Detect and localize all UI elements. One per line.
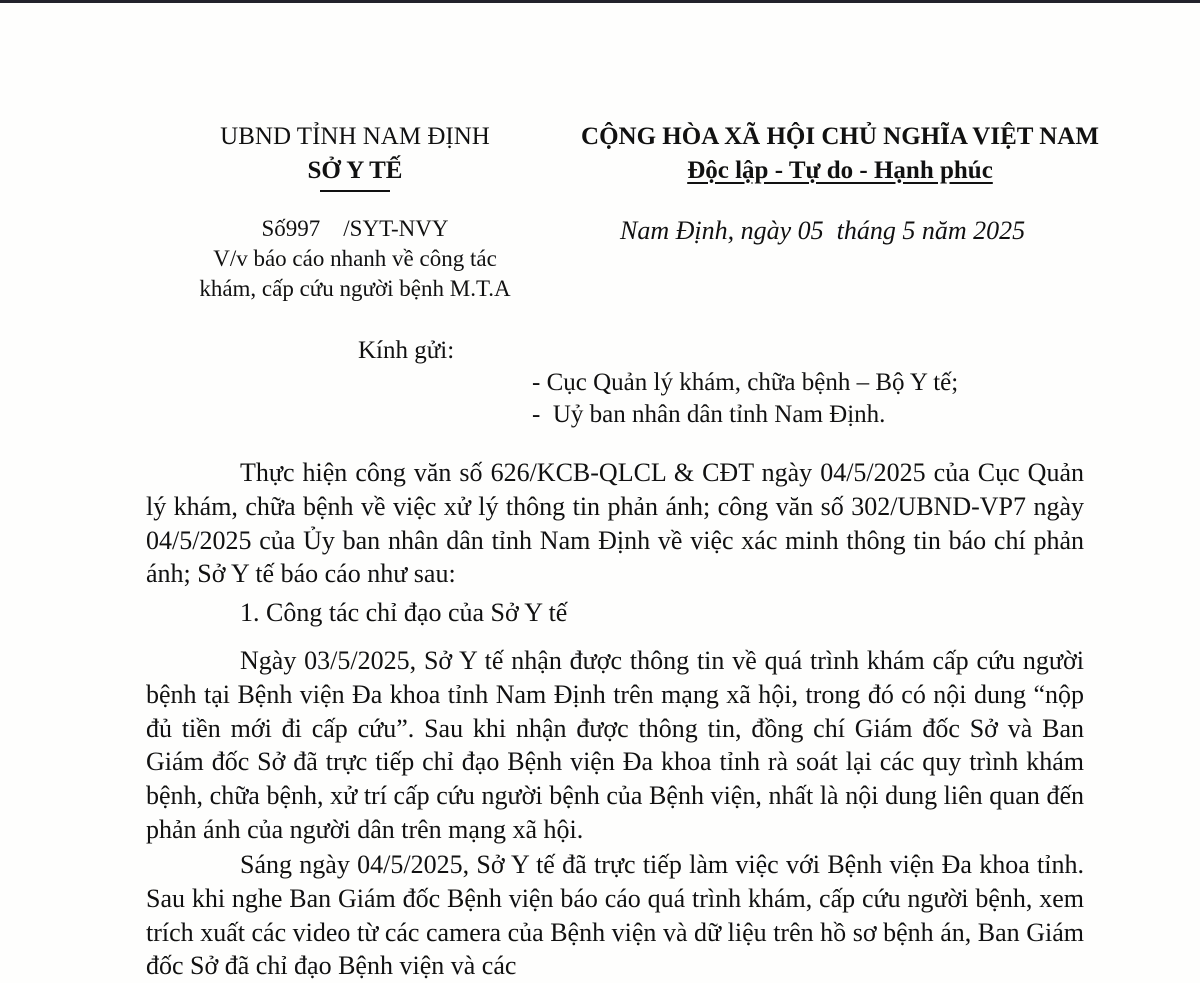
issuer-organization: UBND TỈNH NAM ĐỊNH — [220, 123, 490, 150]
paragraph-text: Sáng ngày 04/5/2025, Sở Y tế đã trực tiếp làm việc với Bệnh viện Đa khoa tỉnh. Sau khi nghe Ban Giám đốc Bệnh viện báo cáo quá trình khám, cấp cứu người bệnh, xem trích xuất các video từ các camera của Bệnh viện và dữ liệu trên hồ sơ bệnh án, Ban Giám đốc Sở đã chỉ đạo Bệnh viện và các — [146, 850, 1084, 981]
intro-text: Thực hiện công văn số 626/KCB-QLCL & CĐT ngày 04/5/2025 của Cục Quản lý khám, chữa bệnh về việc xử lý thông tin phản ánh; công văn số 302/UBND-VP7 ngày 04/5/2025 của Ủy ban nhân dân tỉnh Nam Định về việc xác minh thông tin báo chí phản ánh; Sở Y tế báo cáo như sau: — [146, 458, 1084, 589]
paragraph-directive — [146, 644, 1084, 847]
paragraph-meeting — [146, 848, 1084, 983]
recipient-item: - Uỷ ban nhân dân tỉnh Nam Định. — [532, 401, 886, 428]
paragraph-text: Ngày 03/5/2025, Sở Y tế nhận được thông tin về quá trình khám cấp cứu người bệnh tại Bệnh viện Đa khoa tỉnh Nam Định trên mạng xã hội, trong đó có nội dung “nộp đủ tiền mới đi cấp cứu”. Sau khi nhận được thông tin, đồng chí Giám đốc Sở và Ban Giám đốc Sở đã trực tiếp chỉ đạo Bệnh viện Đa khoa tỉnh rà soát lại các quy trình khám bệnh, chữa bệnh, xử trí cấp cứu người bệnh của Bệnh viện, nhất là nội dung liên quan đến phản ánh của người dân trên mạng xã hội. — [146, 646, 1084, 844]
document-subject-line2: khám, cấp cứu người bệnh M.T.A — [199, 276, 511, 301]
recipient-item: - Cục Quản lý khám, chữa bệnh – Bộ Y tế; — [532, 369, 959, 396]
issuer-department: SỞ Y TẾ — [307, 157, 403, 184]
recipients-label: Kính gửi: — [358, 337, 455, 364]
national-motto: Độc lập - Tự do - Hạnh phúc — [687, 157, 993, 184]
section-heading: 1. Công tác chỉ đạo của Sở Y tế — [240, 598, 568, 627]
issuer-block — [190, 120, 520, 192]
place-date: Nam Định, ngày 05 tháng 5 năm 2025 — [620, 216, 1026, 245]
department-underline — [320, 190, 390, 192]
national-header — [555, 120, 1125, 188]
country-name: CỘNG HÒA XÃ HỘI CHỦ NGHĨA VIỆT NAM — [581, 123, 1099, 150]
document-subject-line1: V/v báo cáo nhanh về công tác — [213, 246, 497, 271]
document-number: Số997 /SYT-NVY — [261, 216, 449, 241]
intro-paragraph — [146, 456, 1084, 591]
top-border — [0, 0, 1200, 3]
document-reference — [190, 214, 520, 304]
